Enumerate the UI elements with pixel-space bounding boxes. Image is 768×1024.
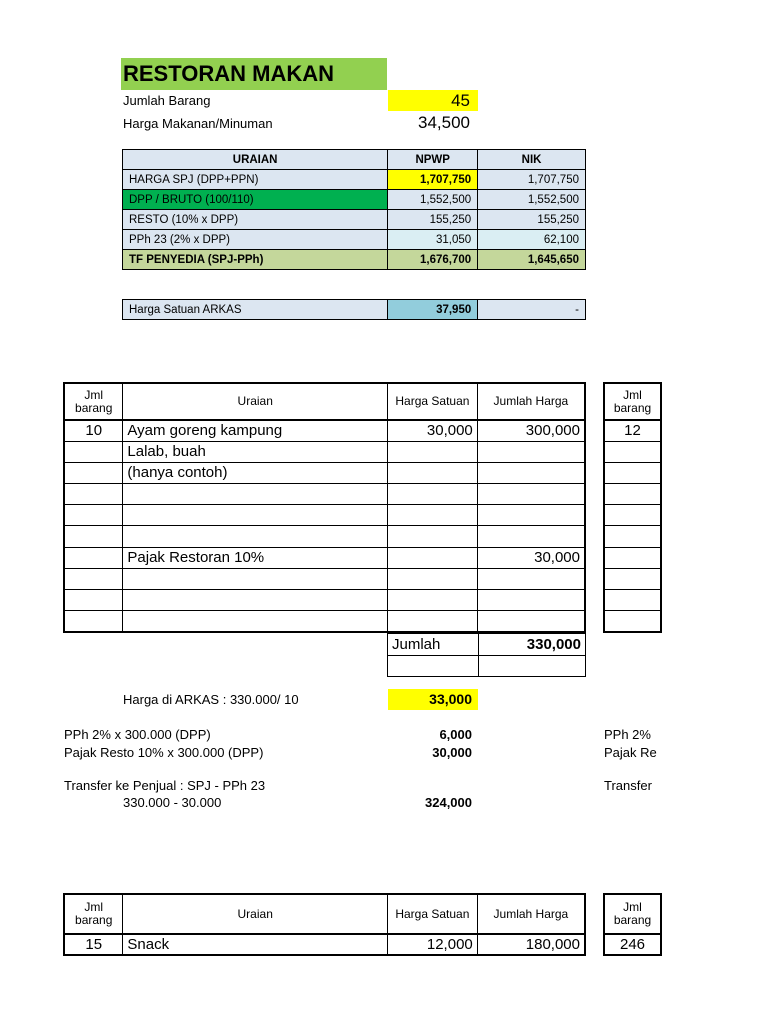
harga-cell[interactable] bbox=[388, 526, 478, 547]
nik-cell[interactable]: 1,707,750 bbox=[478, 170, 586, 190]
jumlah-barang-value[interactable]: 45 bbox=[388, 90, 478, 111]
jml-cell[interactable] bbox=[64, 568, 123, 589]
jml-cell[interactable] bbox=[64, 441, 123, 462]
summary-row-pph23 bbox=[123, 230, 586, 250]
harga-makanan-label: Harga Makanan/Minuman bbox=[123, 116, 273, 131]
harga-cell[interactable]: 30,000 bbox=[388, 420, 478, 441]
side-table-2 bbox=[603, 893, 662, 956]
harga-makanan-value[interactable]: 34,500 bbox=[418, 113, 470, 132]
side-jml-cell[interactable] bbox=[604, 547, 661, 568]
jumlah-cell[interactable] bbox=[477, 526, 585, 547]
summary-table bbox=[122, 149, 586, 270]
arkas-table bbox=[122, 299, 586, 320]
jml-cell[interactable] bbox=[64, 611, 123, 632]
npwp-cell[interactable]: 1,552,500 bbox=[388, 190, 478, 210]
jml-cell[interactable] bbox=[64, 505, 123, 526]
page-title: RESTORAN MAKAN bbox=[121, 58, 387, 90]
header-jumlah-harga: Jumlah Harga bbox=[477, 383, 585, 420]
table-row bbox=[64, 484, 585, 505]
jumlah-cell[interactable]: 300,000 bbox=[477, 420, 585, 441]
arkas-row bbox=[123, 300, 586, 320]
arkas-calc-value[interactable]: 33,000 bbox=[388, 689, 478, 710]
harga-cell[interactable] bbox=[388, 590, 478, 611]
jumlah-cell[interactable] bbox=[477, 441, 585, 462]
side-jml-cell[interactable] bbox=[604, 526, 661, 547]
table-row bbox=[64, 420, 585, 441]
header-jml-barang: Jml barang bbox=[64, 383, 123, 420]
header-uraian: Uraian bbox=[123, 383, 388, 420]
jumlah-cell[interactable] bbox=[477, 484, 585, 505]
jml-cell[interactable] bbox=[64, 547, 123, 568]
total-empty-row bbox=[388, 655, 586, 676]
side-row bbox=[604, 526, 661, 547]
jumlah-cell[interactable]: 30,000 bbox=[477, 547, 585, 568]
jml-cell[interactable] bbox=[64, 484, 123, 505]
side-row bbox=[604, 441, 661, 462]
side-header-jml: Jml barang bbox=[604, 894, 661, 934]
header-uraian: URAIAN bbox=[123, 150, 388, 170]
total-row bbox=[388, 633, 586, 655]
summary-row-tf-penyedia bbox=[123, 250, 586, 270]
transfer-formula: 330.000 - 30.000 bbox=[123, 795, 222, 810]
items-header-row bbox=[64, 383, 585, 420]
side-body bbox=[604, 420, 661, 632]
side-row bbox=[604, 420, 661, 441]
header-harga-satuan: Harga Satuan bbox=[388, 383, 478, 420]
table-row bbox=[64, 462, 585, 483]
arkas-calc-label: Harga di ARKAS : 330.000/ 10 bbox=[123, 692, 299, 707]
npwp-cell[interactable]: 155,250 bbox=[388, 210, 478, 230]
nik-cell[interactable]: 1,645,650 bbox=[478, 250, 586, 270]
summary-row-dpp bbox=[123, 190, 586, 210]
side-jml-cell[interactable] bbox=[604, 611, 661, 632]
uraian-cell[interactable]: Pajak Restoran 10% bbox=[123, 547, 388, 568]
row-label: TF PENYEDIA (SPJ-PPh) bbox=[123, 250, 388, 270]
side-jml-cell[interactable] bbox=[604, 484, 661, 505]
summary-row-resto bbox=[123, 210, 586, 230]
table-row bbox=[64, 526, 585, 547]
side-header-jml: Jml barang bbox=[604, 383, 661, 420]
harga-cell[interactable] bbox=[388, 462, 478, 483]
header-harga-satuan: Harga Satuan bbox=[388, 894, 478, 934]
total-label: Jumlah bbox=[388, 633, 479, 655]
uraian-cell[interactable]: Lalab, buah bbox=[123, 441, 388, 462]
total-value[interactable]: 330,000 bbox=[478, 633, 585, 655]
row-label: DPP / BRUTO (100/110) bbox=[123, 190, 388, 210]
uraian-cell[interactable] bbox=[123, 611, 388, 632]
jml-cell[interactable] bbox=[64, 526, 123, 547]
arkas-label: Harga Satuan ARKAS bbox=[123, 300, 388, 320]
side-row bbox=[604, 484, 661, 505]
side-jml-cell[interactable] bbox=[604, 462, 661, 483]
uraian-cell[interactable] bbox=[123, 484, 388, 505]
nik-cell[interactable]: 155,250 bbox=[478, 210, 586, 230]
table-row bbox=[64, 568, 585, 589]
jml-cell[interactable]: 15 bbox=[64, 934, 123, 955]
arkas-npwp[interactable]: 37,950 bbox=[388, 300, 478, 320]
side-jml-cell[interactable]: 12 bbox=[604, 420, 661, 441]
pph-right-fragment: PPh 2% bbox=[604, 727, 651, 742]
harga-cell[interactable]: 12,000 bbox=[388, 934, 478, 955]
jumlah-cell[interactable] bbox=[477, 611, 585, 632]
items-table-1 bbox=[63, 382, 586, 633]
resto-value[interactable]: 30,000 bbox=[432, 745, 472, 760]
side-row bbox=[604, 505, 661, 526]
header-uraian: Uraian bbox=[123, 894, 388, 934]
npwp-cell[interactable]: 31,050 bbox=[388, 230, 478, 250]
table-row bbox=[64, 590, 585, 611]
uraian-cell[interactable] bbox=[123, 526, 388, 547]
jumlah-cell[interactable]: 180,000 bbox=[477, 934, 585, 955]
row-label: RESTO (10% x DPP) bbox=[123, 210, 388, 230]
summary-header-row bbox=[123, 150, 586, 170]
items-header-row bbox=[64, 894, 585, 934]
side-table-1 bbox=[603, 382, 662, 633]
uraian-cell[interactable] bbox=[123, 505, 388, 526]
header-jumlah-harga: Jumlah Harga bbox=[477, 894, 585, 934]
items-table-2 bbox=[63, 893, 586, 956]
jumlah-cell[interactable] bbox=[477, 462, 585, 483]
table-row bbox=[64, 547, 585, 568]
header-nik: NIK bbox=[478, 150, 586, 170]
jml-cell[interactable] bbox=[64, 462, 123, 483]
uraian-cell[interactable]: (hanya contoh) bbox=[123, 462, 388, 483]
nik-cell[interactable]: 62,100 bbox=[478, 230, 586, 250]
npwp-cell[interactable]: 1,676,700 bbox=[388, 250, 478, 270]
jumlah-cell[interactable] bbox=[477, 568, 585, 589]
jumlah-cell[interactable] bbox=[477, 505, 585, 526]
items-body bbox=[64, 420, 585, 632]
nik-cell[interactable]: 1,552,500 bbox=[478, 190, 586, 210]
resto-right-fragment: Pajak Re bbox=[604, 745, 657, 760]
jml-cell[interactable]: 10 bbox=[64, 420, 123, 441]
side-jml-cell[interactable]: 246 bbox=[604, 934, 661, 955]
arkas-nik[interactable]: - bbox=[478, 300, 586, 320]
table-row bbox=[64, 505, 585, 526]
totals-table bbox=[387, 632, 586, 677]
transfer-value[interactable]: 324,000 bbox=[425, 795, 472, 810]
harga-cell[interactable] bbox=[388, 568, 478, 589]
header-jml-barang: Jml barang bbox=[64, 894, 123, 934]
jumlah-barang-label: Jumlah Barang bbox=[123, 93, 211, 108]
side-jml-cell[interactable] bbox=[604, 505, 661, 526]
harga-cell[interactable] bbox=[388, 611, 478, 632]
side-row bbox=[604, 547, 661, 568]
table-row bbox=[64, 441, 585, 462]
pph-value[interactable]: 6,000 bbox=[439, 727, 472, 742]
side-header-row bbox=[604, 383, 661, 420]
uraian-cell[interactable] bbox=[123, 590, 388, 611]
harga-cell[interactable] bbox=[388, 505, 478, 526]
row-label: PPh 23 (2% x DPP) bbox=[123, 230, 388, 250]
side-header-row bbox=[604, 894, 661, 934]
transfer-right-fragment: Transfer bbox=[604, 778, 652, 793]
uraian-cell[interactable] bbox=[123, 568, 388, 589]
side-row bbox=[604, 934, 661, 955]
table-row bbox=[64, 611, 585, 632]
transfer-label: Transfer ke Penjual : SPJ - PPh 23 bbox=[64, 778, 266, 793]
resto-label: Pajak Resto 10% x 300.000 (DPP) bbox=[64, 745, 264, 760]
empty-cell[interactable] bbox=[478, 655, 585, 676]
npwp-cell[interactable]: 1,707,750 bbox=[388, 170, 478, 190]
jumlah-cell[interactable] bbox=[477, 590, 585, 611]
pph-label: PPh 2% x 300.000 (DPP) bbox=[64, 727, 211, 742]
side-row bbox=[604, 590, 661, 611]
side-jml-cell[interactable] bbox=[604, 568, 661, 589]
uraian-cell[interactable]: Ayam goreng kampung bbox=[123, 420, 388, 441]
row-label: HARGA SPJ (DPP+PPN) bbox=[123, 170, 388, 190]
uraian-cell[interactable]: Snack bbox=[123, 934, 388, 955]
harga-cell[interactable] bbox=[388, 484, 478, 505]
side-jml-cell[interactable] bbox=[604, 590, 661, 611]
harga-cell[interactable] bbox=[388, 547, 478, 568]
side-row bbox=[604, 611, 661, 632]
jml-cell[interactable] bbox=[64, 590, 123, 611]
header-npwp: NPWP bbox=[388, 150, 478, 170]
harga-cell[interactable] bbox=[388, 441, 478, 462]
table-row bbox=[64, 934, 585, 955]
empty-cell[interactable] bbox=[388, 655, 479, 676]
side-jml-cell[interactable] bbox=[604, 441, 661, 462]
summary-row-harga-spj bbox=[123, 170, 586, 190]
side-row bbox=[604, 462, 661, 483]
side-row bbox=[604, 568, 661, 589]
